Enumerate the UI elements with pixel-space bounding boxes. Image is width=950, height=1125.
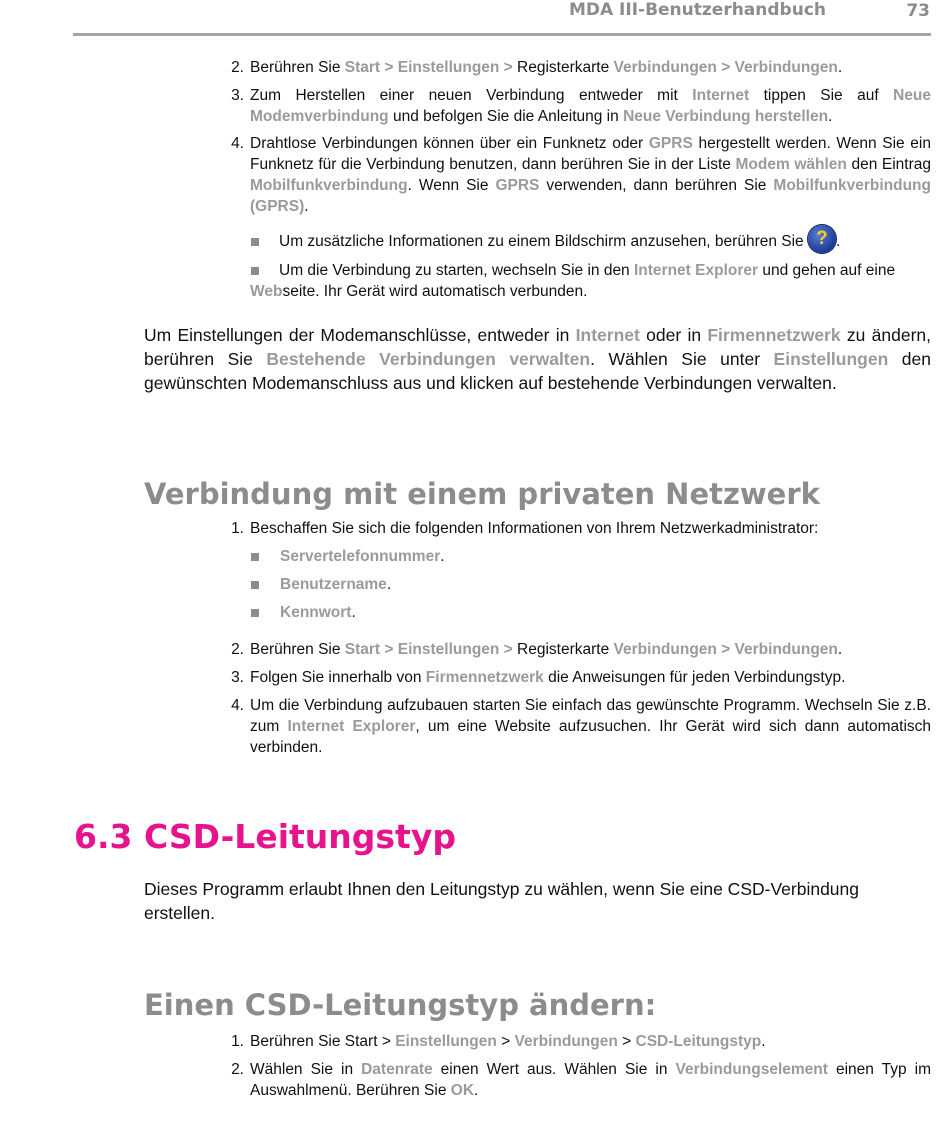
bullet-square [251, 238, 259, 246]
list-item: 1. Berühren Sie Start > Einstellungen > Verbindungen > CSD-Leitungstyp. [231, 1033, 766, 1050]
bullet-server-phone: Servertelefonnummer. [250, 546, 950, 567]
bullet-password: Kennwort. [250, 602, 950, 623]
help-icon: ? [808, 225, 836, 253]
steps-list-private-network-1 [224, 518, 931, 539]
list-item: 1. Beschaffen Sie sich die folgenden Informationen von Ihrem Netzwerkadministrator: [231, 520, 819, 537]
bullet-square [251, 267, 259, 275]
steps-list-connections [224, 57, 931, 217]
page-header [0, 0, 950, 36]
chapter-heading-csd [74, 817, 456, 856]
chapter-title: CSD-Leitungstyp [144, 817, 456, 856]
header-rule [73, 33, 931, 36]
csd-intro-paragraph: Dieses Programm erlaubt Ihnen den Leitungstyp zu wählen, wenn Sie eine CSD-Verbindung erstellen. [144, 879, 860, 923]
bullet-start-connection: Um die Verbindung zu starten, wechseln Sie in den Internet Explorer und gehen auf eine Webseite. Ihr Gerät wird automatisch verbunden. [250, 262, 896, 300]
steps-list-private-network-2 [224, 639, 931, 758]
section-heading-change-csd: Einen CSD-Leitungstyp ändern: [144, 988, 657, 1022]
list-item: 3. Zum Herstellen einer neuen Verbindung entweder mit Internet tippen Sie auf Neue Modemverbindung und befolgen Sie die Anleitung in Neue Verbindung herstellen. [231, 87, 931, 125]
section-heading-private-network: Verbindung mit einem privaten Netzwerk [144, 477, 820, 511]
list-item: 3. Folgen Sie innerhalb von Firmennetzwerk die Anweisungen für jeden Verbindungstyp. [231, 669, 846, 686]
bullet-square [251, 581, 259, 589]
steps-list-change-csd [224, 1031, 931, 1101]
list-item: 2. Berühren Sie Start > Einstellungen > Registerkarte Verbindungen > Verbindungen. [231, 59, 843, 76]
modem-settings-paragraph: Um Einstellungen der Modemanschlüsse, entweder in Internet oder in Firmennetzwerk zu ändern, berühren Sie Bestehende Verbindungen verwalten. Wählen Sie unter Einstellungen den gewünschten Modemanschluss aus und klicken auf bestehende Verbindungen verwalten. [144, 325, 932, 393]
header-title: MDA III-Benutzerhandbuch [568, 0, 826, 20]
page-number: 73 [906, 1, 930, 21]
bullet-square [251, 609, 259, 617]
list-item: 4. Drahtlose Verbindungen können über ein Funknetz oder GPRS hergestellt werden. Wenn Sie ein Funknetz für die Verbindung benutzen, dann berühren Sie in der Liste Modem wählen den Eintrag Mobilfunkverbindung. Wenn Sie GPRS verwenden, dann berühren Sie Mobilfunkverbindung (GPRS). [231, 135, 931, 215]
list-item: 2. Berühren Sie Start > Einstellungen > Registerkarte Verbindungen > Verbindungen. [231, 641, 843, 658]
chapter-number: 6.3 [74, 817, 133, 856]
bullet-username: Benutzername. [250, 574, 950, 595]
bullet-square [251, 553, 259, 561]
bullet-help-info: Um zusätzliche Informationen zu einem Bildschirm anzusehen, berühren Sie ? . [250, 231, 950, 253]
list-item: 2. Wählen Sie in Datenrate einen Wert aus. Wählen Sie in Verbindungselement einen Typ im Auswahlmenü. Berühren Sie OK. [231, 1061, 932, 1099]
list-item: 4. Um die Verbindung aufzubauen starten Sie einfach das gewünschte Programm. Wechseln Sie z.B. zum Internet Explorer, um eine Website aufzusuchen. Ihr Gerät wird sich dann automatisch verbinden. [231, 697, 932, 756]
